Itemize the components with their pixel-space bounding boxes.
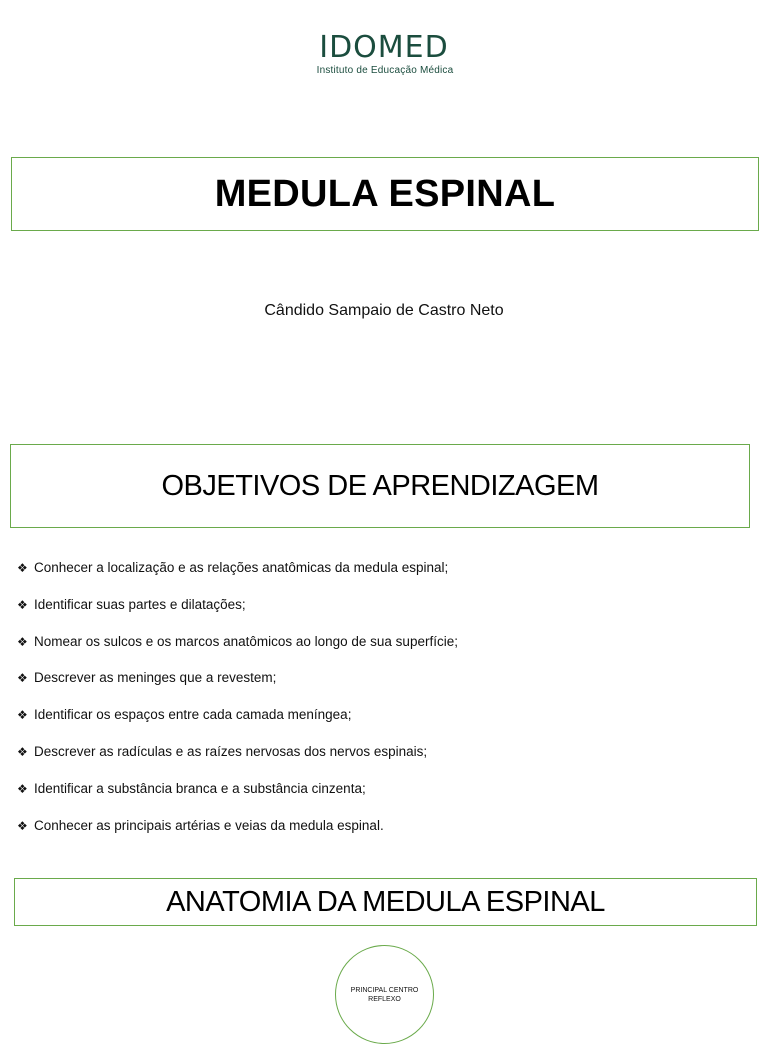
objective-text: Identificar os espaços entre cada camada meníngea; xyxy=(34,707,352,723)
logo-wordmark: IDOMED xyxy=(319,30,449,65)
objective-text: Nomear os sulcos e os marcos anatômicos ao longo de sua superfície; xyxy=(34,633,458,649)
diamond-bullet-icon: ❖ xyxy=(17,597,28,612)
diamond-bullet-icon: ❖ xyxy=(17,744,28,759)
objective-text: Conhecer a localização e as relações anatômicas da medula espinal; xyxy=(34,560,449,575)
list-item xyxy=(17,558,757,595)
objective-text: Conhecer as principais artérias e veias da medula espinal. xyxy=(34,817,384,833)
list-item xyxy=(17,779,757,816)
objective-text: Descrever as meninges que a revestem; xyxy=(34,670,277,686)
diamond-bullet-icon: ❖ xyxy=(17,561,28,575)
anatomy-heading-box xyxy=(14,878,757,926)
objective-text: Identificar suas partes e dilatações; xyxy=(34,596,246,612)
title-box xyxy=(11,157,759,231)
circle-label: PRINCIPAL CENTRO REFLEXO xyxy=(350,987,419,1003)
list-item xyxy=(17,632,757,669)
list-item xyxy=(17,595,757,632)
objectives-heading: OBJETIVOS DE APRENDIZAGEM xyxy=(161,469,599,502)
list-item xyxy=(17,742,757,779)
objective-text: Identificar a substância branca e a substância cinzenta; xyxy=(34,780,366,796)
objective-text: Descrever as radículas e as raízes nervosas dos nervos espinais; xyxy=(34,743,428,759)
diamond-bullet-icon: ❖ xyxy=(17,671,28,686)
anatomy-heading: ANATOMIA DA MEDULA ESPINAL xyxy=(166,885,605,918)
author-name: Cândido Sampaio de Castro Neto xyxy=(264,302,504,319)
objectives-heading-box xyxy=(10,444,750,528)
diamond-bullet-icon: ❖ xyxy=(17,708,28,723)
diamond-bullet-icon: ❖ xyxy=(17,818,28,833)
reflex-center-circle xyxy=(335,945,434,1044)
page-title: MEDULA ESPINAL xyxy=(214,172,556,215)
logo xyxy=(0,30,768,76)
list-item xyxy=(17,816,757,853)
logo-tagline: Instituto de Educação Médica xyxy=(316,65,454,76)
diamond-bullet-icon: ❖ xyxy=(17,781,28,796)
objectives-list xyxy=(17,558,757,852)
list-item xyxy=(17,705,757,742)
list-item xyxy=(17,668,757,705)
diamond-bullet-icon: ❖ xyxy=(17,634,28,649)
